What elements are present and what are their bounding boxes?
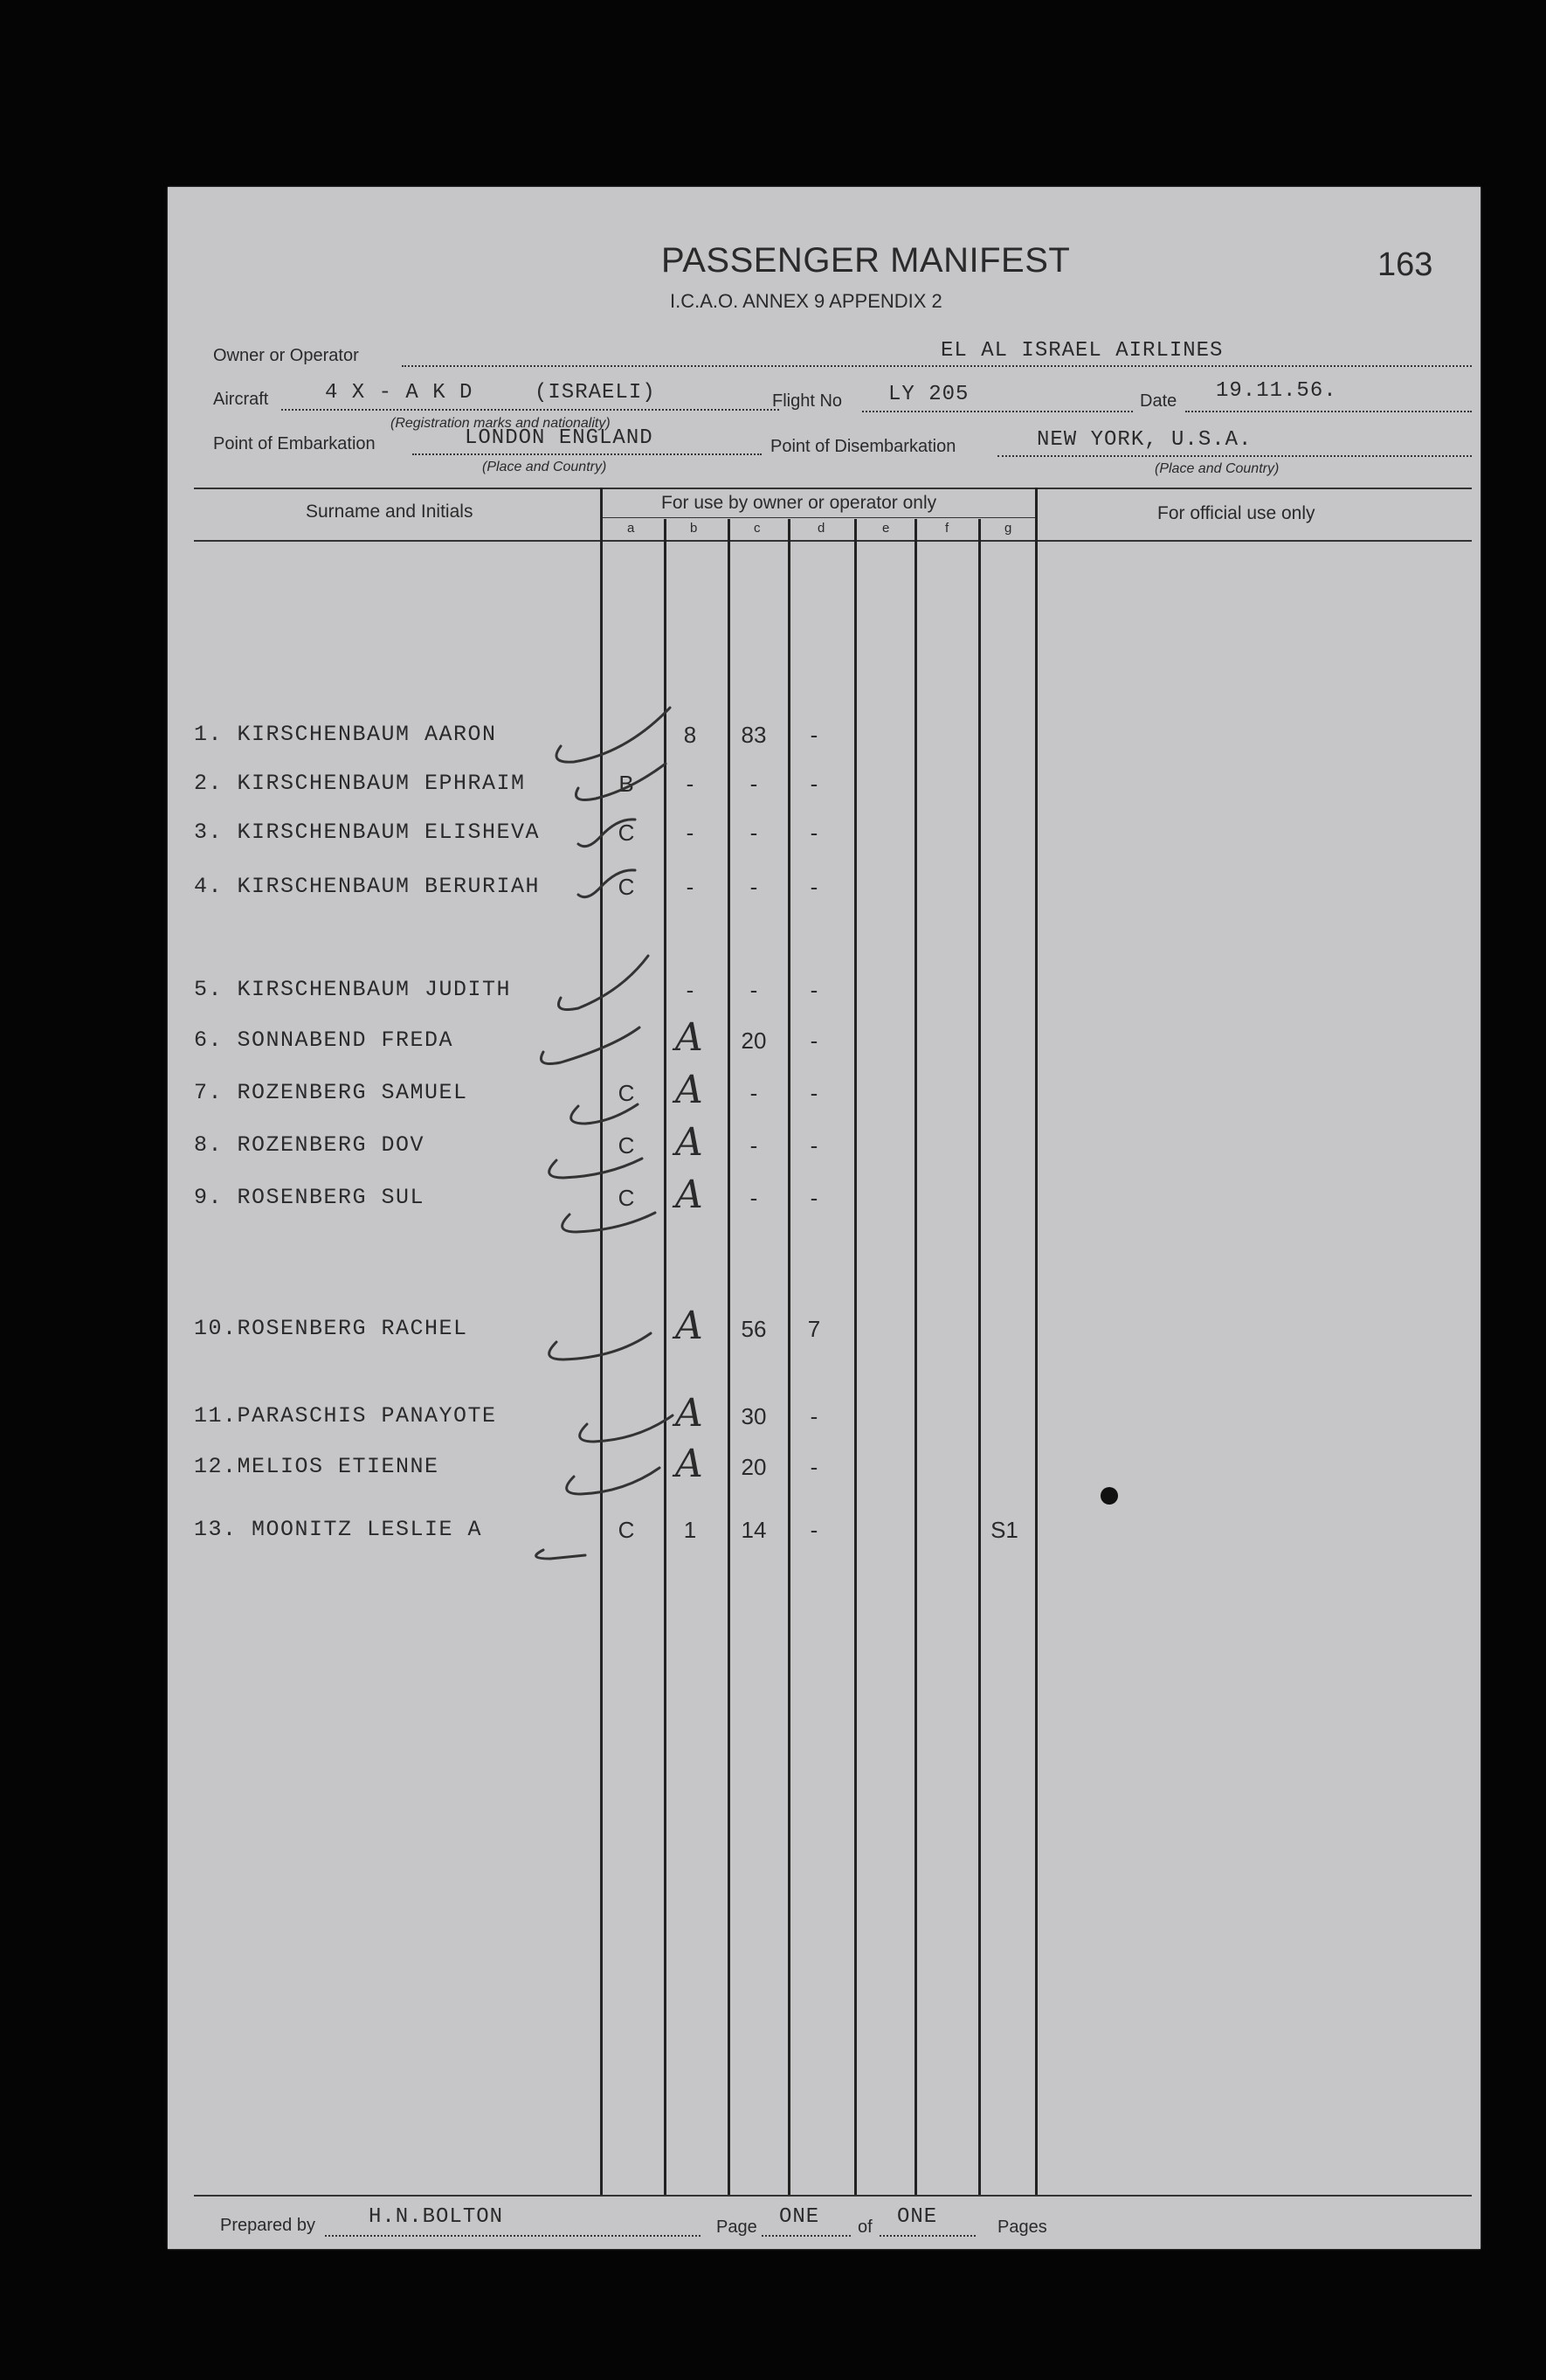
passenger-name: 12.MELIOS ETIENNE (194, 1454, 439, 1479)
passenger-name: 9. ROSENBERG SUL (194, 1185, 425, 1210)
flight-label: Flight No (772, 391, 843, 411)
cell-d: - (810, 1132, 818, 1159)
cell-b: 1 (683, 1517, 697, 1543)
embarkation-label: Point of Embarkation (213, 434, 376, 453)
cell-c: - (749, 1185, 758, 1211)
cell-d: - (810, 1185, 818, 1211)
cell-d: - (810, 722, 818, 748)
pages-label: Pages (997, 2217, 1047, 2237)
cell-c: 83 (741, 722, 767, 748)
cell-d: - (810, 1403, 818, 1429)
col-surname-header: Surname and Initials (306, 502, 473, 522)
cell-b: A (675, 1068, 703, 1112)
col-operator-header: For use by owner or operator only (661, 493, 937, 513)
cell-b: - (686, 977, 694, 1003)
cell-b: 8 (683, 722, 697, 748)
cell-g: S1 (990, 1517, 1018, 1543)
tick-mark (542, 1027, 640, 1064)
cell-c: 20 (741, 1454, 767, 1480)
cell-c: 56 (741, 1316, 767, 1342)
disembarkation-label: Point of Disembarkation (770, 437, 956, 456)
cell-d: - (810, 1517, 818, 1543)
tick-mark (580, 1415, 673, 1442)
tick-mark (562, 1213, 655, 1232)
tick-mark (559, 956, 649, 1010)
cell-d: - (810, 977, 818, 1003)
tick-mark (549, 1159, 642, 1178)
prepared-dotted-line (325, 2235, 701, 2237)
disembarkation-value: NEW YORK, U.S.A. (1037, 428, 1253, 452)
cell-a: C (618, 820, 635, 846)
passenger-name: 10.ROSENBERG RACHEL (194, 1316, 468, 1341)
cell-b: - (686, 771, 694, 797)
tick-mark (567, 1468, 659, 1494)
of-dotted-line (880, 2235, 976, 2237)
manifest-sheet (168, 187, 1480, 2249)
passenger-name: 1. KIRSCHENBAUM AARON (194, 722, 497, 747)
aircraft-note: (Registration marks and nationality) (390, 416, 611, 431)
subcol-g: g (1004, 521, 1012, 536)
aircraft-label: Aircraft (213, 390, 269, 409)
cell-c: - (749, 771, 758, 797)
date-label: Date (1140, 391, 1177, 411)
cell-d: - (810, 771, 818, 797)
cell-b: A (675, 1391, 703, 1436)
page-value: ONE (779, 2205, 820, 2229)
manifest-subtitle: I.C.A.O. ANNEX 9 APPENDIX 2 (670, 290, 942, 312)
cell-b: A (675, 1015, 703, 1060)
cell-d: - (810, 1080, 818, 1106)
cell-b: A (675, 1120, 703, 1165)
cell-a: C (618, 874, 635, 900)
owner-label: Owner or Operator (213, 346, 359, 365)
cell-a: B (618, 771, 634, 797)
subcol-e: e (882, 521, 890, 536)
cell-b: - (686, 874, 694, 900)
cell-c: 14 (741, 1517, 767, 1543)
of-label: of (858, 2217, 873, 2237)
subcol-a: a (627, 521, 635, 536)
of-value: ONE (897, 2205, 938, 2229)
cell-b: A (675, 1304, 703, 1348)
cell-a: C (618, 1517, 635, 1543)
prepared-by-label: Prepared by (220, 2216, 315, 2235)
cell-c: - (749, 820, 758, 846)
prepared-by-value: H.N.BOLTON (369, 2205, 504, 2229)
cell-c: 30 (741, 1403, 767, 1429)
passenger-name: 5. KIRSCHENBAUM JUDITH (194, 977, 512, 1002)
passenger-name: 8. ROZENBERG DOV (194, 1132, 425, 1158)
handwritten-tick-marks (168, 187, 1480, 2249)
passenger-name: 11.PARASCHIS PANAYOTE (194, 1403, 497, 1429)
passenger-name: 13. MOONITZ LESLIE A (194, 1517, 483, 1542)
tick-mark (578, 820, 635, 847)
passenger-name: 7. ROZENBERG SAMUEL (194, 1080, 468, 1105)
tick-mark (578, 870, 635, 897)
passenger-name: 2. KIRSCHENBAUM EPHRAIM (194, 771, 526, 796)
cell-d: - (810, 1027, 818, 1054)
tick-mark (549, 1333, 651, 1360)
owner-value: EL AL ISRAEL AIRLINES (941, 339, 1224, 363)
aircraft-nationality: (ISRAELI) (535, 381, 656, 405)
cell-c: 20 (741, 1027, 767, 1054)
aircraft-value: 4 X - A K D (325, 381, 473, 405)
cell-a: C (618, 1132, 635, 1159)
cell-c: - (749, 874, 758, 900)
passenger-name: 6. SONNABEND FREDA (194, 1027, 454, 1053)
cell-b: A (675, 1173, 703, 1217)
passenger-name: 4. KIRSCHENBAUM BERURIAH (194, 874, 541, 899)
cell-d: - (810, 874, 818, 900)
page-number: 163 (1377, 246, 1433, 283)
flight-value: LY 205 (888, 383, 970, 406)
cell-d: 7 (807, 1316, 821, 1342)
date-value: 19.11.56. (1216, 379, 1337, 403)
embarkation-value: LONDON ENGLAND (465, 426, 653, 450)
manifest-title: PASSENGER MANIFEST (661, 241, 1071, 280)
tick-mark (571, 1104, 638, 1124)
cell-c: - (749, 977, 758, 1003)
disembarkation-note: (Place and Country) (1155, 461, 1280, 476)
cell-d: - (810, 820, 818, 846)
embarkation-note: (Place and Country) (482, 460, 607, 474)
passenger-name: 3. KIRSCHENBAUM ELISHEVA (194, 820, 541, 845)
page-label: Page (716, 2217, 757, 2237)
subcol-d: d (818, 521, 825, 536)
tick-mark (556, 708, 670, 762)
subcol-c: c (754, 521, 761, 536)
cell-d: - (810, 1454, 818, 1480)
cell-b: - (686, 820, 694, 846)
cell-a: C (618, 1080, 635, 1106)
page-dotted-line (762, 2235, 851, 2237)
subcol-b: b (690, 521, 698, 536)
cell-c: - (749, 1132, 758, 1159)
cell-b: A (675, 1442, 703, 1486)
col-official-header: For official use only (1157, 503, 1315, 523)
cell-a: C (618, 1185, 635, 1211)
tick-mark (576, 764, 666, 800)
ink-blot (1101, 1487, 1118, 1505)
subcol-f: f (945, 521, 949, 536)
tick-mark (536, 1550, 585, 1559)
cell-c: - (749, 1080, 758, 1106)
